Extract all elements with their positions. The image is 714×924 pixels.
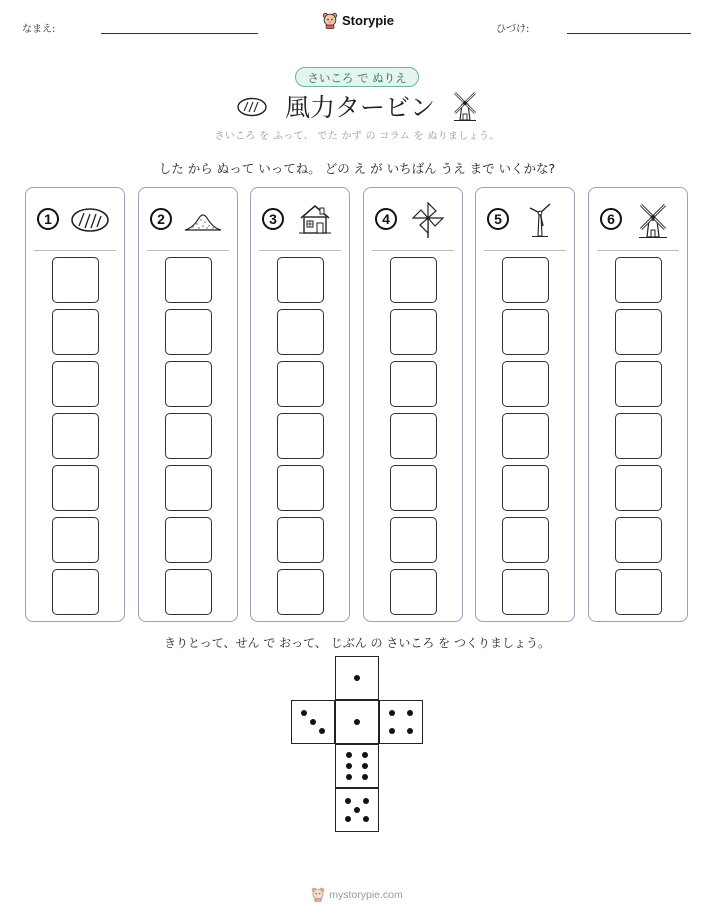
die-face-1	[335, 656, 379, 700]
name-label: なまえ:	[22, 24, 56, 35]
die-pip	[319, 728, 325, 734]
die-face-1	[335, 700, 379, 744]
date-label: ひづけ:	[496, 24, 530, 35]
coloring-cell[interactable]	[277, 517, 324, 563]
page-title: 風力タービン	[284, 93, 435, 122]
column-3	[250, 187, 350, 622]
coloring-cell[interactable]	[277, 413, 324, 459]
footer-url[interactable]: mystorypie.com	[329, 888, 403, 901]
coloring-cell[interactable]	[277, 361, 324, 407]
die-pip	[346, 763, 352, 769]
coloring-cell[interactable]	[52, 517, 99, 563]
instruction-text: した から ぬって いってね。 どの え が いちばん うえ まで いくかな?	[158, 161, 556, 176]
die-pip	[346, 774, 352, 780]
storypie-mascot-icon	[311, 887, 325, 902]
windmill-icon	[452, 90, 478, 122]
die-pip	[389, 728, 395, 734]
die-pip	[407, 728, 413, 734]
brand-name: Storypie	[342, 13, 395, 28]
column-2	[138, 187, 238, 622]
coloring-cell[interactable]	[165, 413, 212, 459]
die-pip	[407, 710, 413, 716]
coloring-cell[interactable]	[52, 413, 99, 459]
coloring-cell[interactable]	[390, 361, 437, 407]
coloring-cell[interactable]	[390, 465, 437, 511]
column-number: 1	[37, 208, 59, 230]
coloring-cell[interactable]	[52, 465, 99, 511]
coloring-cell[interactable]	[502, 517, 549, 563]
column-header	[139, 188, 237, 250]
brand-logo	[322, 12, 394, 29]
coloring-cell[interactable]	[165, 309, 212, 355]
column-number: 2	[150, 208, 172, 230]
cut-instruction: きりとって、せん で おって、 じぶん の さいころ を つくりましょう。	[164, 636, 550, 650]
activity-badge: さいころ で ぬりえ	[295, 67, 419, 87]
column-header	[364, 188, 462, 250]
pinwheel-icon	[406, 200, 450, 240]
die-pip	[345, 816, 351, 822]
die-pip	[389, 710, 395, 716]
coloring-cell[interactable]	[277, 465, 324, 511]
column-number: 3	[262, 208, 284, 230]
name-line[interactable]	[101, 33, 258, 34]
die-pip	[363, 798, 369, 804]
coloring-cell[interactable]	[165, 517, 212, 563]
column-1	[25, 187, 125, 622]
column-header	[589, 188, 687, 250]
die-pip	[310, 719, 316, 725]
coloring-cell[interactable]	[390, 309, 437, 355]
column-number: 5	[487, 208, 509, 230]
coloring-cell[interactable]	[615, 465, 662, 511]
coloring-cell[interactable]	[615, 413, 662, 459]
coloring-cell[interactable]	[502, 465, 549, 511]
coloring-cell[interactable]	[165, 569, 212, 615]
coloring-cell[interactable]	[390, 413, 437, 459]
coloring-cell[interactable]	[390, 569, 437, 615]
footer	[0, 887, 714, 906]
die-pip	[362, 774, 368, 780]
die-pip	[354, 675, 360, 681]
storypie-mascot-icon	[322, 12, 338, 29]
bread-icon	[68, 200, 112, 240]
die-pip	[362, 752, 368, 758]
coloring-cell[interactable]	[277, 257, 324, 303]
coloring-cell[interactable]	[165, 257, 212, 303]
coloring-cell[interactable]	[277, 569, 324, 615]
coloring-cell[interactable]	[615, 569, 662, 615]
title-row	[0, 88, 714, 124]
coloring-cell[interactable]	[277, 309, 324, 355]
coloring-cell[interactable]	[52, 361, 99, 407]
die-pip	[354, 807, 360, 813]
column-5	[475, 187, 575, 622]
die-face-3	[291, 700, 335, 744]
coloring-cell[interactable]	[502, 569, 549, 615]
coloring-cell[interactable]	[502, 413, 549, 459]
date-line[interactable]	[567, 33, 691, 34]
column-6	[588, 187, 688, 622]
coloring-cell[interactable]	[502, 309, 549, 355]
column-header	[26, 188, 124, 250]
die-pip	[362, 763, 368, 769]
coloring-cell[interactable]	[615, 517, 662, 563]
windmill-icon	[631, 200, 675, 240]
coloring-cell[interactable]	[615, 361, 662, 407]
die-pip	[354, 719, 360, 725]
die-face-4	[379, 700, 423, 744]
column-4	[363, 187, 463, 622]
die-pip	[301, 710, 307, 716]
coloring-cell[interactable]	[390, 257, 437, 303]
coloring-cell[interactable]	[615, 309, 662, 355]
die-pip	[345, 798, 351, 804]
coloring-cell[interactable]	[615, 257, 662, 303]
die-face-6	[335, 744, 379, 788]
column-number: 6	[600, 208, 622, 230]
bread-icon	[236, 94, 268, 118]
coloring-cell[interactable]	[52, 257, 99, 303]
coloring-cell[interactable]	[52, 309, 99, 355]
coloring-cell[interactable]	[165, 361, 212, 407]
die-pip	[346, 752, 352, 758]
column-header	[476, 188, 574, 250]
subtitle: さいころ を ふって、 でた かず の コラム を ぬりましょう。	[214, 131, 500, 142]
coloring-cell[interactable]	[502, 257, 549, 303]
house-icon	[293, 200, 337, 240]
die-pip	[363, 816, 369, 822]
sand-pile-icon	[181, 200, 225, 240]
wind-turbine-icon	[518, 200, 562, 240]
coloring-cell[interactable]	[52, 569, 99, 615]
coloring-cell[interactable]	[502, 361, 549, 407]
die-face-5	[335, 788, 379, 832]
coloring-cell[interactable]	[390, 517, 437, 563]
column-number: 4	[375, 208, 397, 230]
coloring-cell[interactable]	[165, 465, 212, 511]
column-header	[251, 188, 349, 250]
